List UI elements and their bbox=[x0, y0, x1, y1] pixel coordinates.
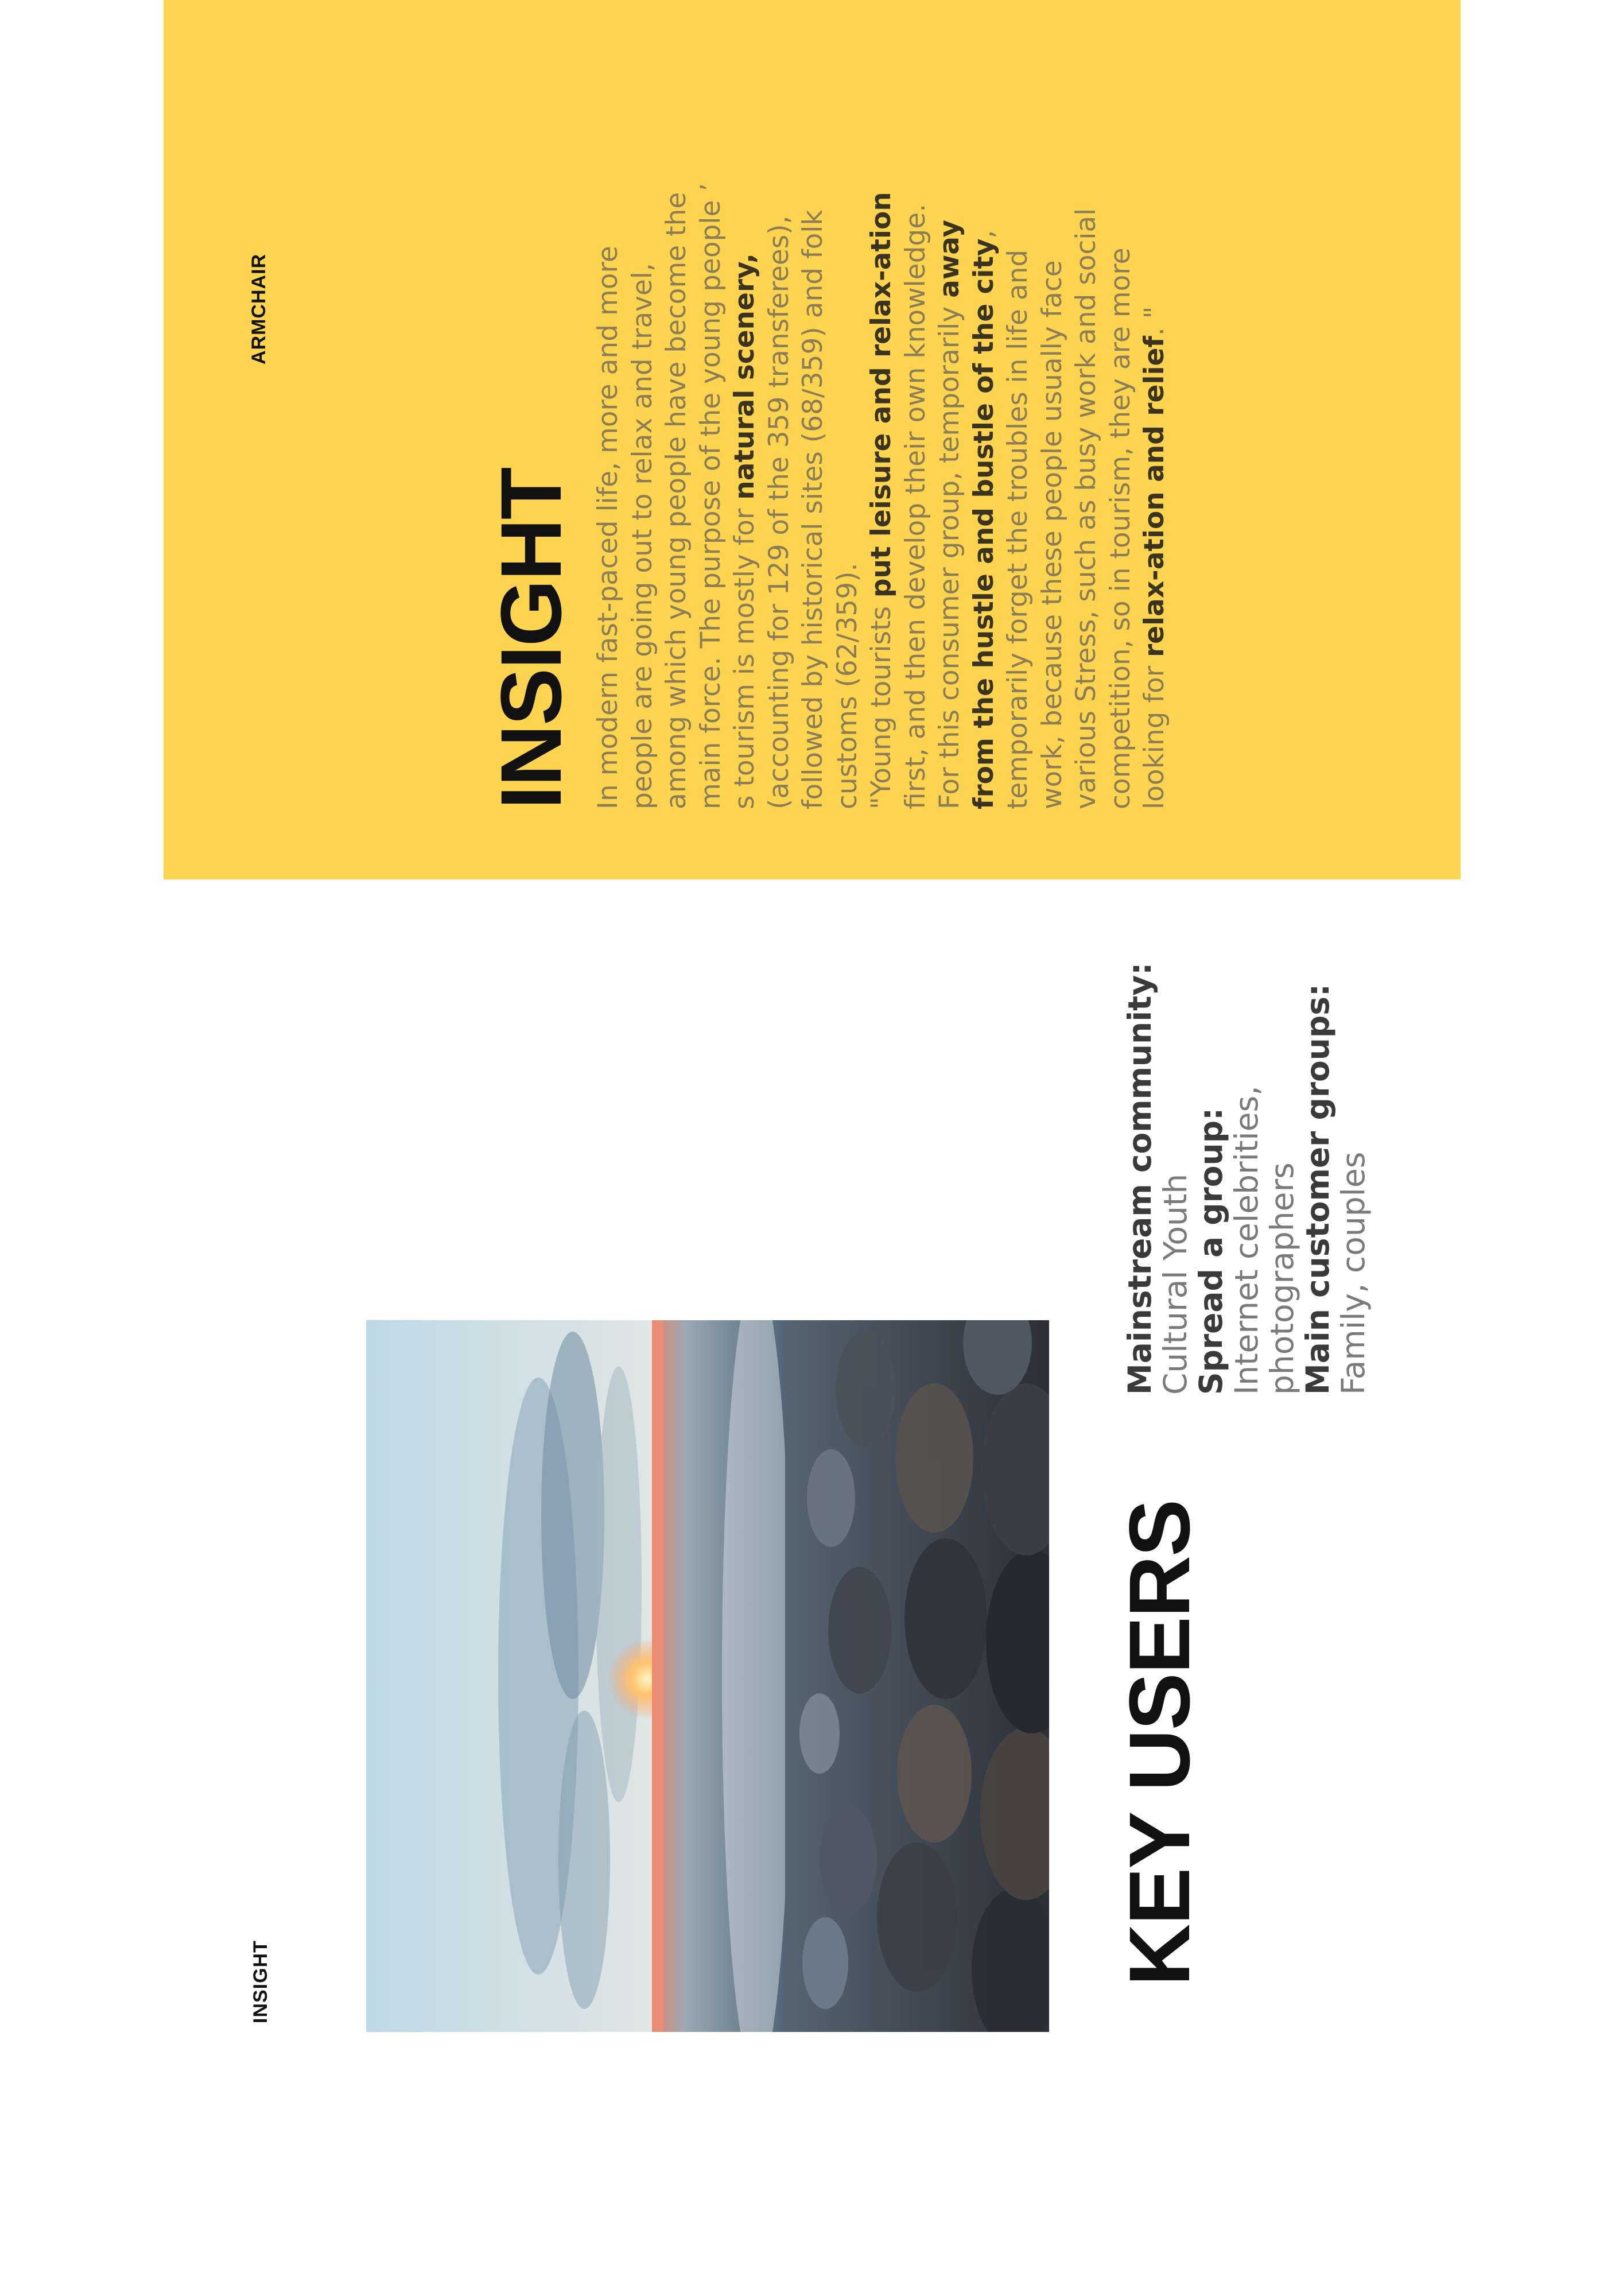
key-users-heading: KEY USERS bbox=[1111, 1500, 1207, 1986]
paragraph-emphasis: put leisure and relax-ation bbox=[865, 192, 897, 598]
user-group-value: Internet celebrities, photographers bbox=[1228, 1085, 1300, 1395]
user-group-value: Family, couples bbox=[1335, 1151, 1372, 1395]
paragraph-text: , temporarily forget the troubles in life and work, because these people usually face various Stress, such as busy work and social competition, so in tourism, they are more looking for bbox=[968, 208, 1170, 809]
paragraph-text: In modern fast-paced life, more and more people are going out to relax and travel, among which young people have become the main force. The purpose of the young people ’ s tourism is mostly for bbox=[592, 183, 760, 809]
user-groups-list bbox=[1122, 878, 1371, 1395]
running-head-left: INSIGHT bbox=[250, 1940, 271, 2023]
insight-paragraph bbox=[591, 169, 1172, 809]
paragraph-text: (accounting for 129 of the 359 transferees), followed by historical sites (68/359) and folk customs (62/359). bbox=[763, 210, 863, 809]
paragraph-emphasis: natural scenery, bbox=[729, 253, 760, 500]
running-head-right: ARMCHAIR bbox=[248, 253, 270, 364]
paragraph-emphasis: away from the hustle and bustle of the city bbox=[934, 219, 1000, 809]
paragraph-emphasis: relax-ation and relief bbox=[1139, 336, 1170, 658]
user-group-label: Main customer groups: bbox=[1299, 984, 1336, 1395]
user-group-value: Cultural Youth bbox=[1157, 1173, 1194, 1395]
user-group-label: Spread a group: bbox=[1193, 1107, 1229, 1395]
paragraph-text: . " bbox=[1139, 306, 1170, 336]
sunset-beach-photo bbox=[366, 1320, 1049, 2032]
paragraph-text: "Young tourists bbox=[865, 598, 897, 809]
paragraph-text: first, and then develop their own knowledge. For this consumer group, temporarily bbox=[899, 203, 965, 809]
user-group-label: Mainstream community: bbox=[1121, 962, 1158, 1395]
insight-heading: INSIGHT bbox=[483, 468, 579, 809]
